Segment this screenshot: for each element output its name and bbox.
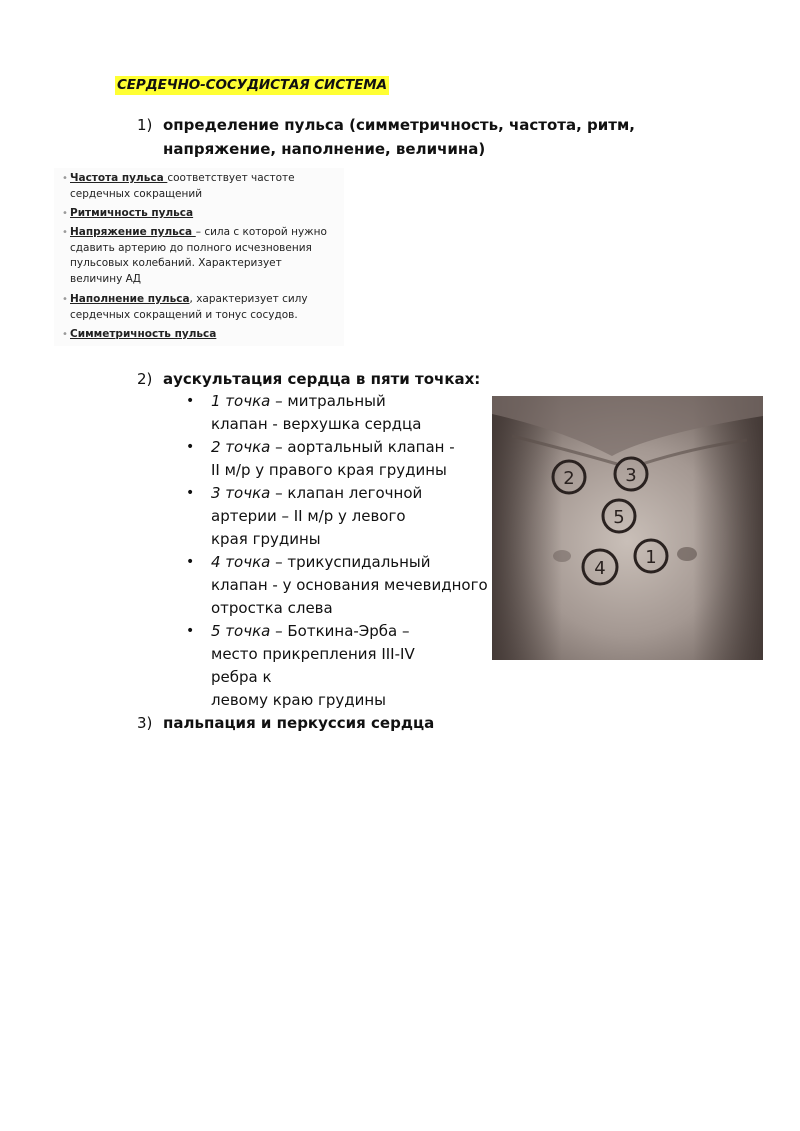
pulse-item-rhythm: Ритмичность пульса xyxy=(70,207,194,219)
item-text: определение пульса (симметричность, частота, ритм, напряжение, наполнение, величина) xyxy=(163,116,635,158)
svg-text:5: 5 xyxy=(613,507,625,528)
item-number: 3) xyxy=(137,714,153,732)
pulse-item-filling: Наполнение пульса, характеризует силу сердечных сокращений и тонус сосудов. xyxy=(70,293,308,321)
bullet-icon: • xyxy=(62,329,68,340)
pulse-item-rate: Частота пульса соответствует частоте сердечных сокращений xyxy=(70,172,295,200)
section-heading: СЕРДЕЧНО-СОСУДИСТАЯ СИСТЕМА xyxy=(117,77,387,93)
pulse-snippet-image xyxy=(54,168,344,346)
pulse-item-tension: Напряжение пульса – сила с которой нужно сдавить артерию до полного исчезновения пульсовых колебаний. Характеризует величину АД xyxy=(70,226,327,285)
svg-text:4: 4 xyxy=(594,558,606,579)
bullet-icon: • xyxy=(186,393,195,409)
item-number: 1) xyxy=(137,116,153,134)
svg-text:3: 3 xyxy=(625,465,637,486)
bullet-icon: • xyxy=(62,173,68,184)
chest-auscultation-photo xyxy=(492,396,763,660)
bullet-icon: • xyxy=(186,623,195,639)
svg-text:1: 1 xyxy=(645,547,657,568)
bullet-icon: • xyxy=(186,554,195,570)
bullet-icon: • xyxy=(62,294,68,305)
bullet-icon: • xyxy=(186,439,195,455)
item-text: аускультация сердца в пяти точках: xyxy=(163,370,481,388)
item-text: пальпация и перкуссия сердца xyxy=(163,714,435,732)
bullet-icon: • xyxy=(62,208,68,219)
pulse-item-symmetry: Симметричность пульса xyxy=(70,328,217,340)
item-number: 2) xyxy=(137,370,153,388)
bullet-icon: • xyxy=(186,485,195,501)
bullet-icon: • xyxy=(62,227,68,238)
svg-text:2: 2 xyxy=(563,468,575,489)
